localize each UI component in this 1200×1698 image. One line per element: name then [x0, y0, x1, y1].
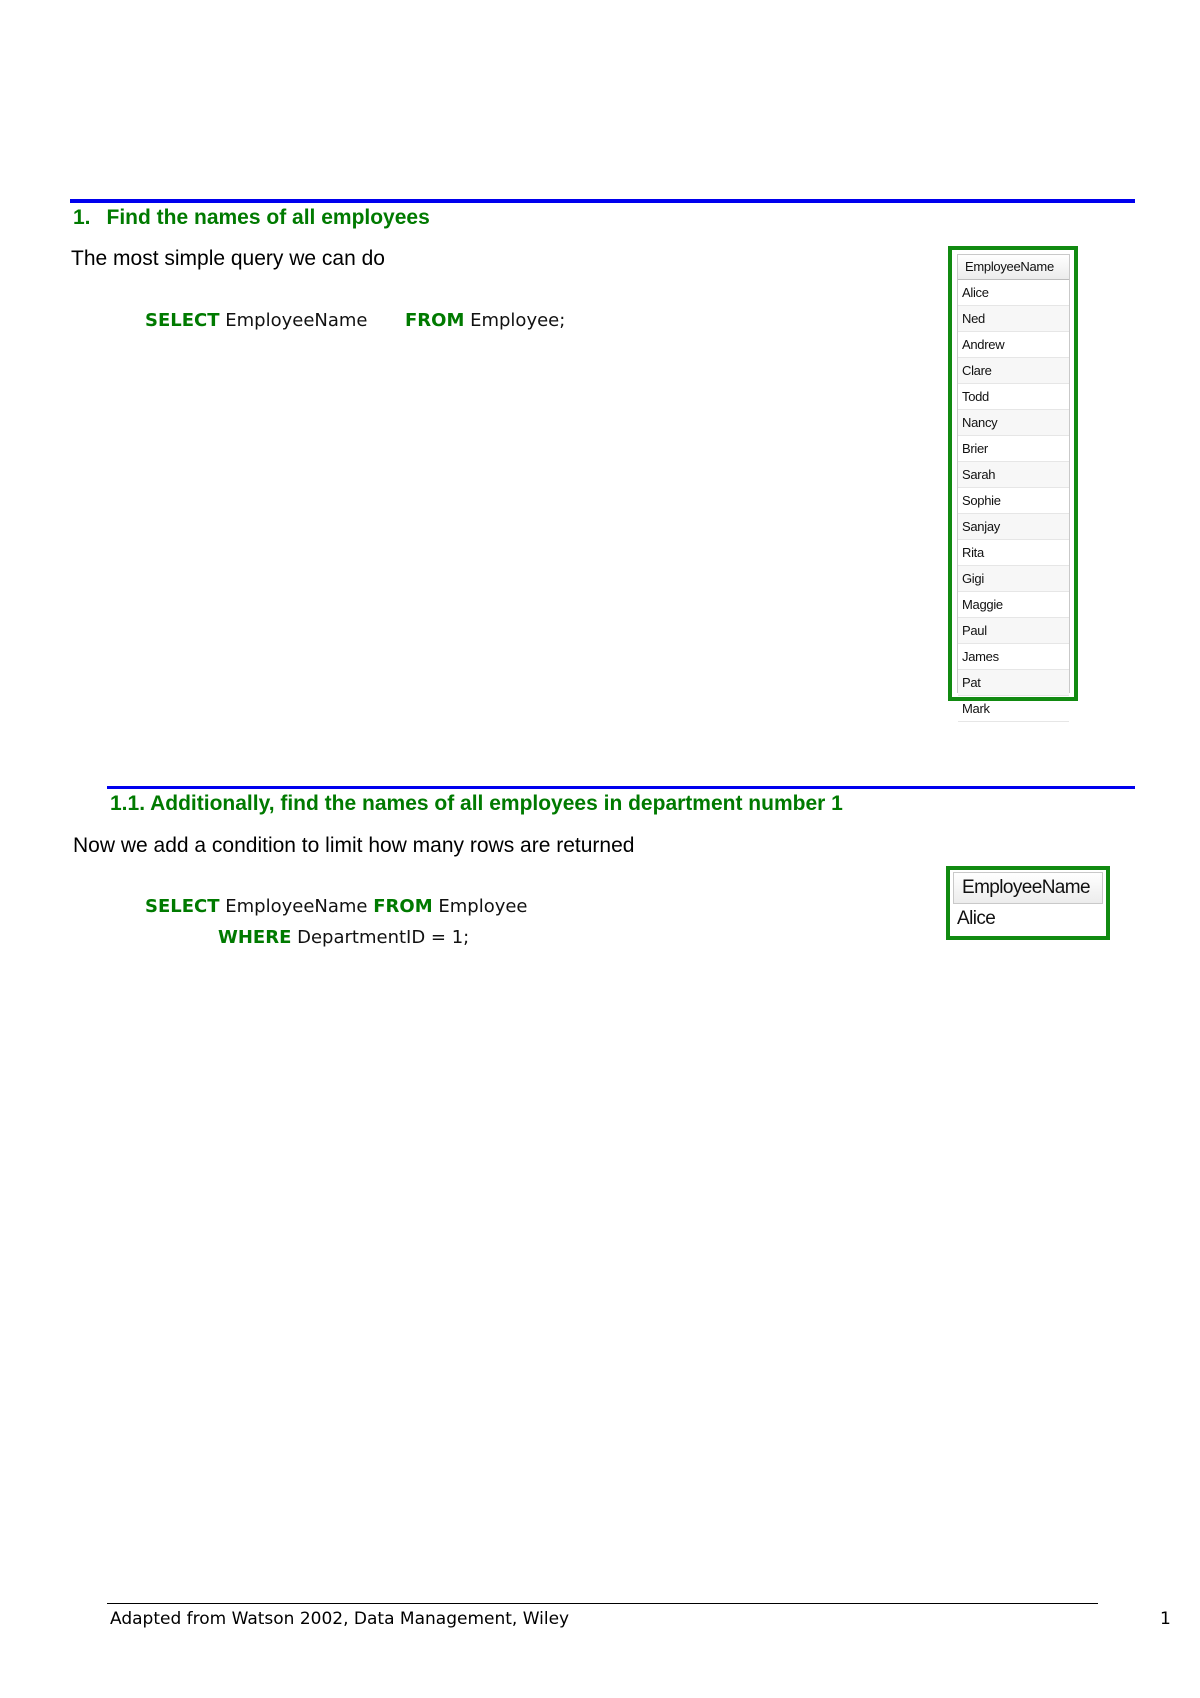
result-grid-row: Ned [958, 306, 1069, 332]
sql-keyword-where: WHERE [218, 927, 292, 948]
result-grid-row: Sanjay [958, 514, 1069, 540]
result-grid-row: James [958, 644, 1069, 670]
result-grid-row: Alice [958, 280, 1069, 306]
result-grid-row: Maggie [958, 592, 1069, 618]
result-grid-row: Rita [958, 540, 1069, 566]
result-grid-header: EmployeeName [958, 255, 1069, 280]
section-1-heading [73, 206, 430, 230]
result-grid-row: Andrew [958, 332, 1069, 358]
section-1-1-rule [107, 786, 1135, 789]
section-1-1-sql-line-2 [218, 927, 469, 948]
footer-rule [107, 1603, 1098, 1604]
footer-citation: Adapted from Watson 2002, Data Management, Wiley [110, 1609, 570, 1629]
result-grid-row: Paul [958, 618, 1069, 644]
sql-column: EmployeeName [225, 310, 368, 331]
result-grid-row: Gigi [958, 566, 1069, 592]
result-grid-row: Nancy [958, 410, 1069, 436]
sql-table: Employee; [470, 310, 566, 331]
result-grid-header: EmployeeName [953, 872, 1103, 904]
result-grid-row: Mark [958, 696, 1069, 722]
result-grid-row: Todd [958, 384, 1069, 410]
section-1-intro: The most simple query we can do [71, 247, 385, 270]
result-grid-row: Brier [958, 436, 1069, 462]
section-1-sql [145, 310, 565, 331]
section-1-1-heading: 1.1. Additionally, find the names of all employees in department number 1 [110, 792, 843, 815]
section-1-number: 1. [73, 206, 91, 229]
sql-keyword-from: FROM [404, 310, 465, 331]
sql-keyword-select: SELECT [145, 310, 220, 331]
page-number: 1 [1160, 1609, 1171, 1629]
section-1-title: Find the names of all employees [106, 206, 430, 229]
sql-keyword-from: FROM [373, 896, 433, 917]
result-grid-row: Clare [958, 358, 1069, 384]
sql-condition: DepartmentID = 1; [297, 927, 470, 948]
section-1-1-intro: Now we add a condition to limit how many rows are returned [73, 834, 635, 857]
sql-table: Employee [438, 896, 528, 917]
sql-column: EmployeeName [225, 896, 368, 917]
result-grid-row: Pat [958, 670, 1069, 696]
result-grid-row: Sarah [958, 462, 1069, 488]
section-1-rule [70, 199, 1135, 203]
result-grid-all-employees [948, 246, 1078, 716]
result-grid-row: Sophie [958, 488, 1069, 514]
result-grid-department-1 [946, 866, 1110, 940]
result-grid-row: Alice [957, 908, 996, 929]
sql-keyword-select: SELECT [145, 896, 220, 917]
section-1-1-sql-line-1 [145, 896, 528, 917]
